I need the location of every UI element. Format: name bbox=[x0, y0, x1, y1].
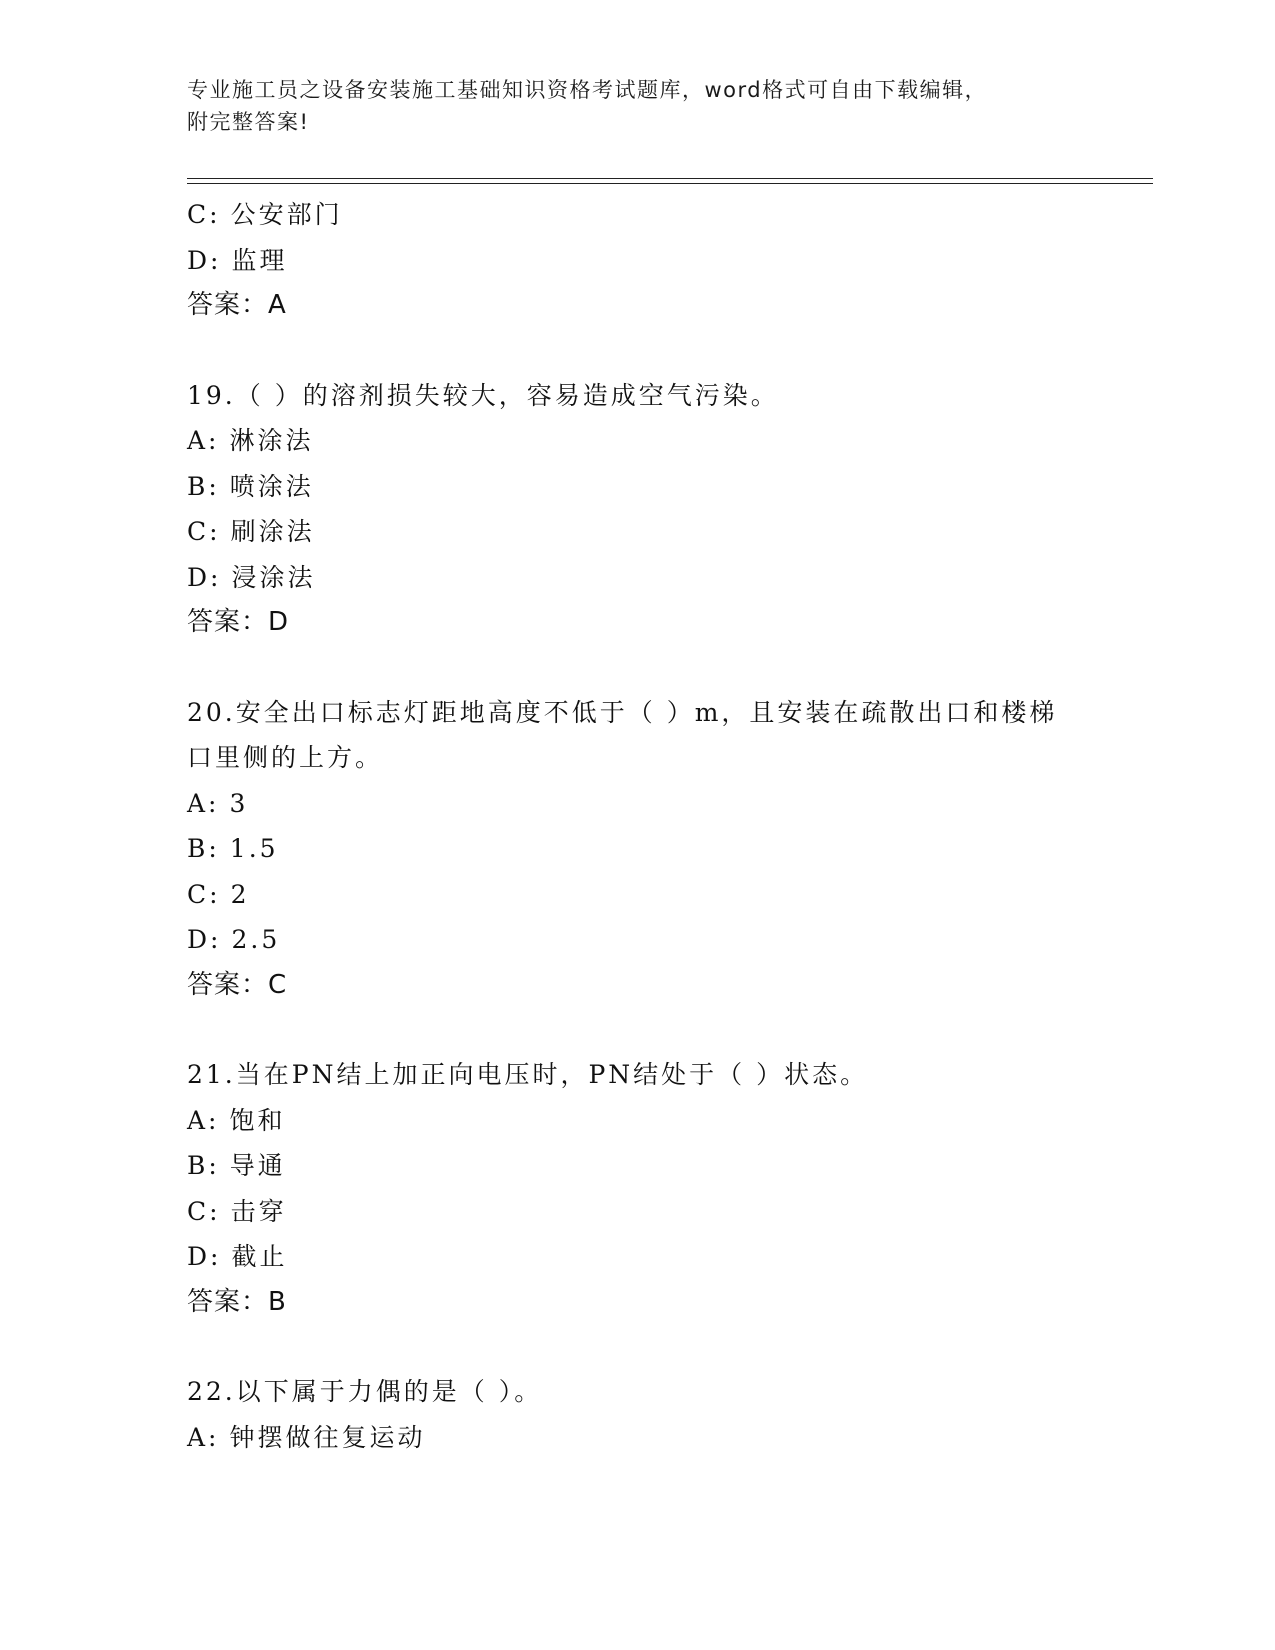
option-c: C: 公安部门 bbox=[187, 200, 343, 229]
question-stem-line-2: 口里侧的上方。 bbox=[187, 743, 384, 772]
header-line-1: 专业施工员之设备安装施工基础知识资格考试题库，word格式可自由下载编辑， bbox=[187, 78, 988, 102]
answer-line: 答案：D bbox=[187, 607, 290, 637]
question-stem: 22.以下属于力偶的是（ ）。 bbox=[187, 1377, 543, 1406]
question-content bbox=[187, 192, 1087, 1460]
option-b: B: 喷涂法 bbox=[187, 471, 314, 501]
answer-line: 答案：C bbox=[187, 969, 288, 1000]
option-a: A: 饱和 bbox=[187, 1105, 286, 1135]
question-19 bbox=[187, 373, 1087, 646]
question-20 bbox=[187, 690, 1087, 1009]
option-b: B: 1.5 bbox=[187, 834, 279, 863]
option-c: C: 2 bbox=[187, 879, 250, 909]
option-a: A: 淋涂法 bbox=[187, 426, 314, 455]
option-d: D: 截止 bbox=[187, 1242, 288, 1271]
page-header bbox=[187, 74, 1067, 138]
option-c: C: 刷涂法 bbox=[187, 517, 315, 546]
question-21 bbox=[187, 1052, 1087, 1325]
header-divider-bottom bbox=[187, 183, 1153, 184]
option-d: D: 浸涂法 bbox=[187, 562, 316, 592]
question-18-continuation bbox=[187, 192, 1087, 329]
question-stem: 21.当在PN结上加正向电压时，PN结处于（ ）状态。 bbox=[187, 1060, 869, 1089]
question-22 bbox=[187, 1369, 1087, 1460]
header-line-2: 附完整答案! bbox=[187, 110, 310, 134]
answer-line: 答案：B bbox=[187, 1286, 287, 1317]
question-stem-line-1: 20.安全出口标志灯距地高度不低于（ ）m，且安装在疏散出口和楼梯 bbox=[187, 697, 1058, 727]
option-b: B: 导通 bbox=[187, 1151, 286, 1180]
question-stem: 19.（ ）的溶剂损失较大，容易造成空气污染。 bbox=[187, 380, 779, 410]
answer-line: 答案：A bbox=[187, 290, 287, 320]
header-divider-top bbox=[187, 178, 1153, 179]
option-a: A: 3 bbox=[187, 788, 249, 818]
option-c: C: 击穿 bbox=[187, 1196, 287, 1226]
option-a: A: 钟摆做往复运动 bbox=[187, 1422, 426, 1452]
option-d: D: 监理 bbox=[187, 245, 288, 275]
option-d: D: 2.5 bbox=[187, 925, 281, 954]
